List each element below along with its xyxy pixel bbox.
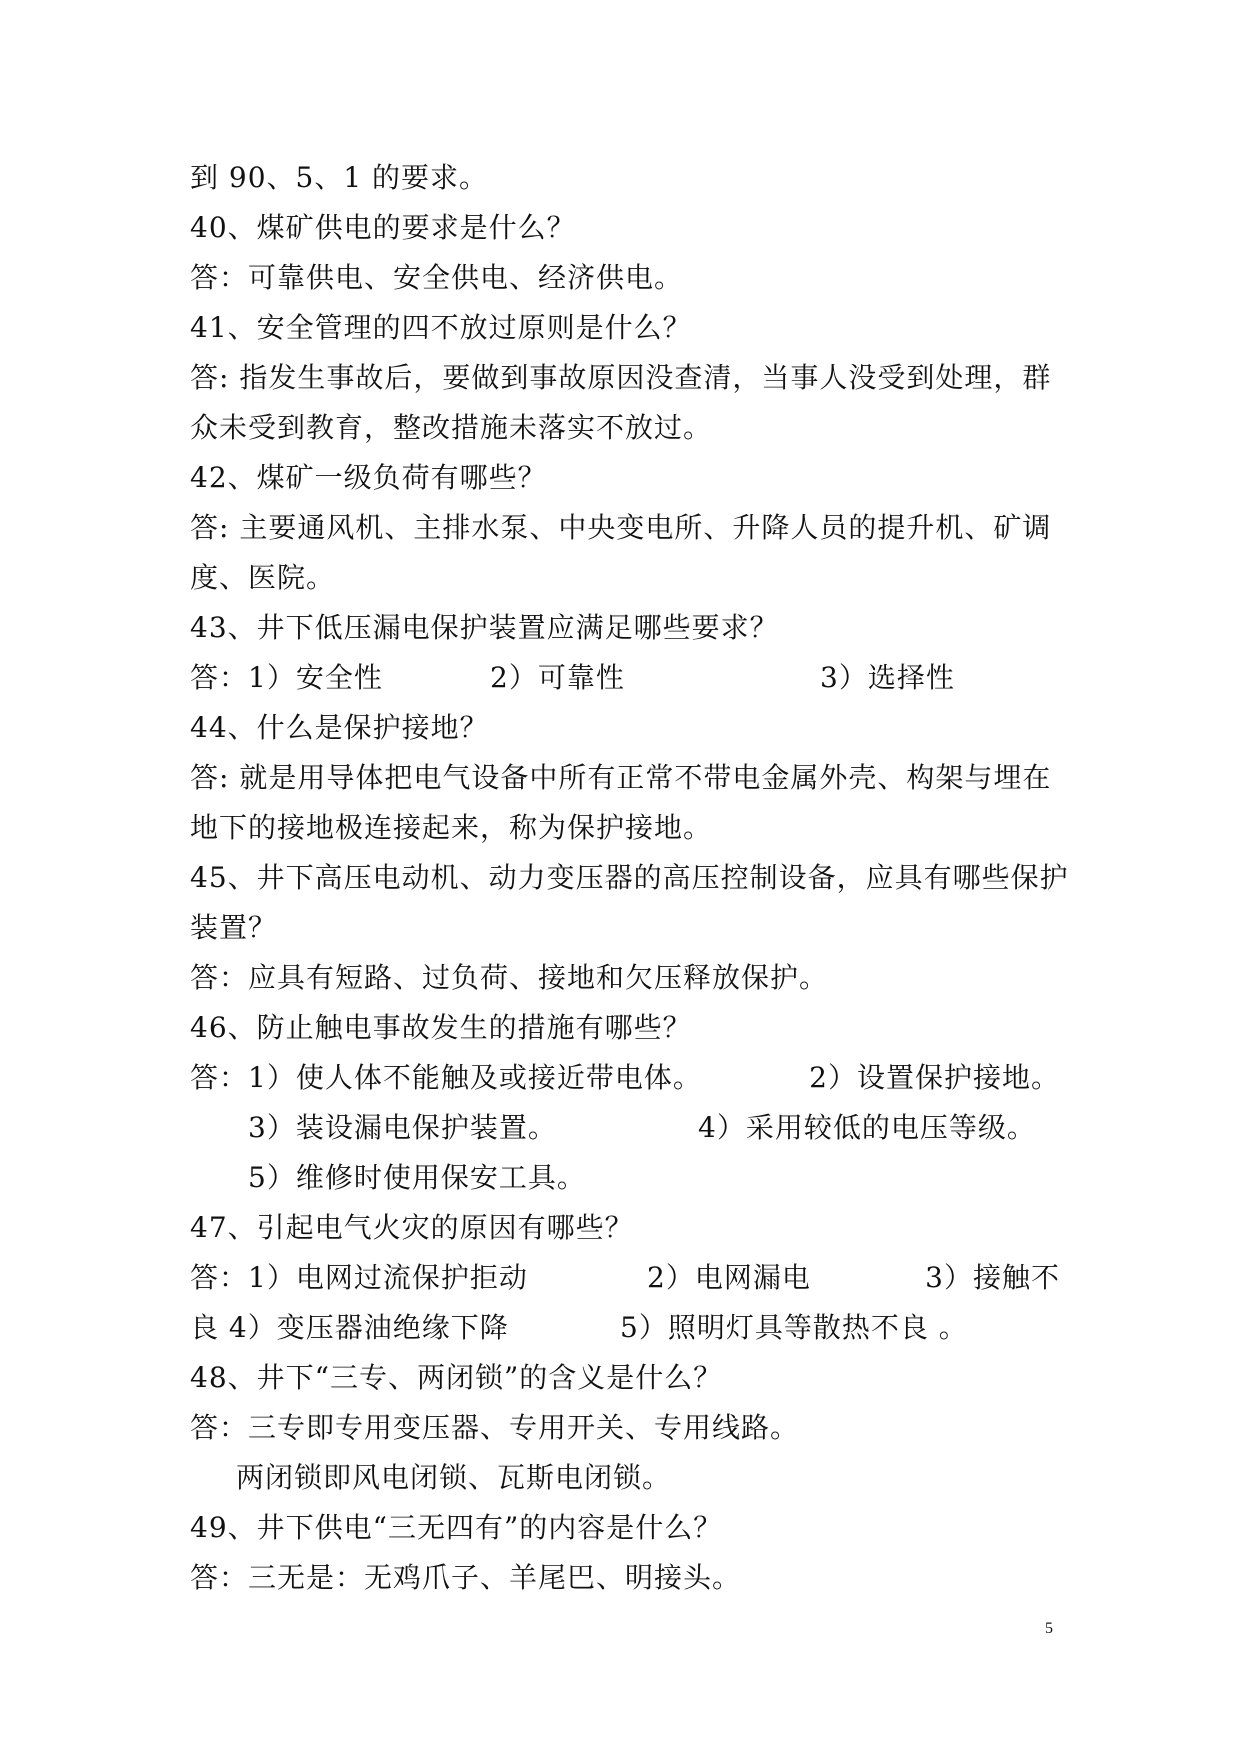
answer-49: 答：三无是：无鸡爪子、羊尾巴、明接头。 bbox=[190, 1561, 742, 1594]
answer-44-line-1: 答: 就是用导体把电气设备中所有正常不带电金属外壳、构架与埋在 bbox=[190, 761, 1052, 794]
page-number: 5 bbox=[1045, 1620, 1053, 1637]
answer-46-item-5: 5）维修时使用保安工具。 bbox=[248, 1161, 586, 1194]
answer-47-line-2 bbox=[190, 1303, 1060, 1353]
question-46: 46、防止触电事故发生的措施有哪些？ bbox=[190, 1011, 692, 1044]
answer-47-item-5: 5）照明灯具等散热不良 。 bbox=[620, 1311, 968, 1344]
answer-43 bbox=[190, 653, 1060, 703]
page-body bbox=[190, 153, 1069, 1603]
answer-40: 答：可靠供电、安全供电、经济供电。 bbox=[190, 261, 684, 294]
answer-47-item-4: 良 4）变压器油绝缘下降 bbox=[190, 1311, 509, 1344]
answer-46-item-4: 4）采用较低的电压等级。 bbox=[698, 1111, 1036, 1144]
answer-46-line-1 bbox=[190, 1053, 1060, 1103]
answer-46-item-3: 3）装设漏电保护装置。 bbox=[248, 1111, 557, 1144]
answer-46-item-2: 2）设置保护接地。 bbox=[809, 1061, 1060, 1094]
answer-48-line-2: 两闭锁即风电闭锁、瓦斯电闭锁。 bbox=[236, 1461, 672, 1494]
answer-46-line-2 bbox=[190, 1103, 1060, 1153]
answer-47-item-1: 答：1）电网过流保护拒动 bbox=[190, 1261, 528, 1294]
answer-43-item-3: 3）选择性 bbox=[820, 661, 955, 694]
question-47: 47、引起电气火灾的原因有哪些？ bbox=[190, 1211, 634, 1244]
answer-45: 答：应具有短路、过负荷、接地和欠压释放保护。 bbox=[190, 961, 829, 994]
answer-41-line-1: 答: 指发生事故后，要做到事故原因没查清，当事人没受到处理，群 bbox=[190, 361, 1052, 394]
question-49: 49、井下供电“三无四有”的内容是什么？ bbox=[190, 1511, 723, 1544]
answer-42-line-2: 度、医院。 bbox=[190, 561, 336, 594]
question-40: 40、煤矿供电的要求是什么？ bbox=[190, 211, 576, 244]
question-43: 43、井下低压漏电保护装置应满足哪些要求？ bbox=[190, 611, 779, 644]
answer-42-line-1: 答: 主要通风机、主排水泵、中央变电所、升降人员的提升机、矿调 bbox=[190, 511, 1052, 544]
question-44: 44、什么是保护接地？ bbox=[190, 711, 489, 744]
question-48: 48、井下“三专、两闭锁”的含义是什么？ bbox=[190, 1361, 723, 1394]
question-45-line-1: 45、井下高压电动机、动力变压器的高压控制设备，应具有哪些保护 bbox=[190, 861, 1069, 894]
question-42: 42、煤矿一级负荷有哪些？ bbox=[190, 461, 547, 494]
answer-48-line-1: 答：三专即专用变压器、专用开关、专用线路。 bbox=[190, 1411, 800, 1444]
question-45-line-2: 装置？ bbox=[190, 911, 278, 944]
answer-43-item-1: 答：1）安全性 bbox=[190, 661, 383, 694]
answer-47-line-1 bbox=[190, 1253, 1060, 1303]
answer-47-item-2: 2）电网漏电 bbox=[647, 1261, 811, 1294]
answer-43-item-2: 2）可靠性 bbox=[490, 661, 625, 694]
answer-47-item-3: 3）接触不 bbox=[925, 1261, 1060, 1294]
text-line: 到 90、5、1 的要求。 bbox=[190, 161, 489, 194]
question-41: 41、安全管理的四不放过原则是什么？ bbox=[190, 311, 692, 344]
answer-46-item-1: 答：1）使人体不能触及或接近带电体。 bbox=[190, 1061, 702, 1094]
answer-41-line-2: 众未受到教育，整改措施未落实不放过。 bbox=[190, 411, 713, 444]
answer-44-line-2: 地下的接地极连接起来，称为保护接地。 bbox=[190, 811, 713, 844]
